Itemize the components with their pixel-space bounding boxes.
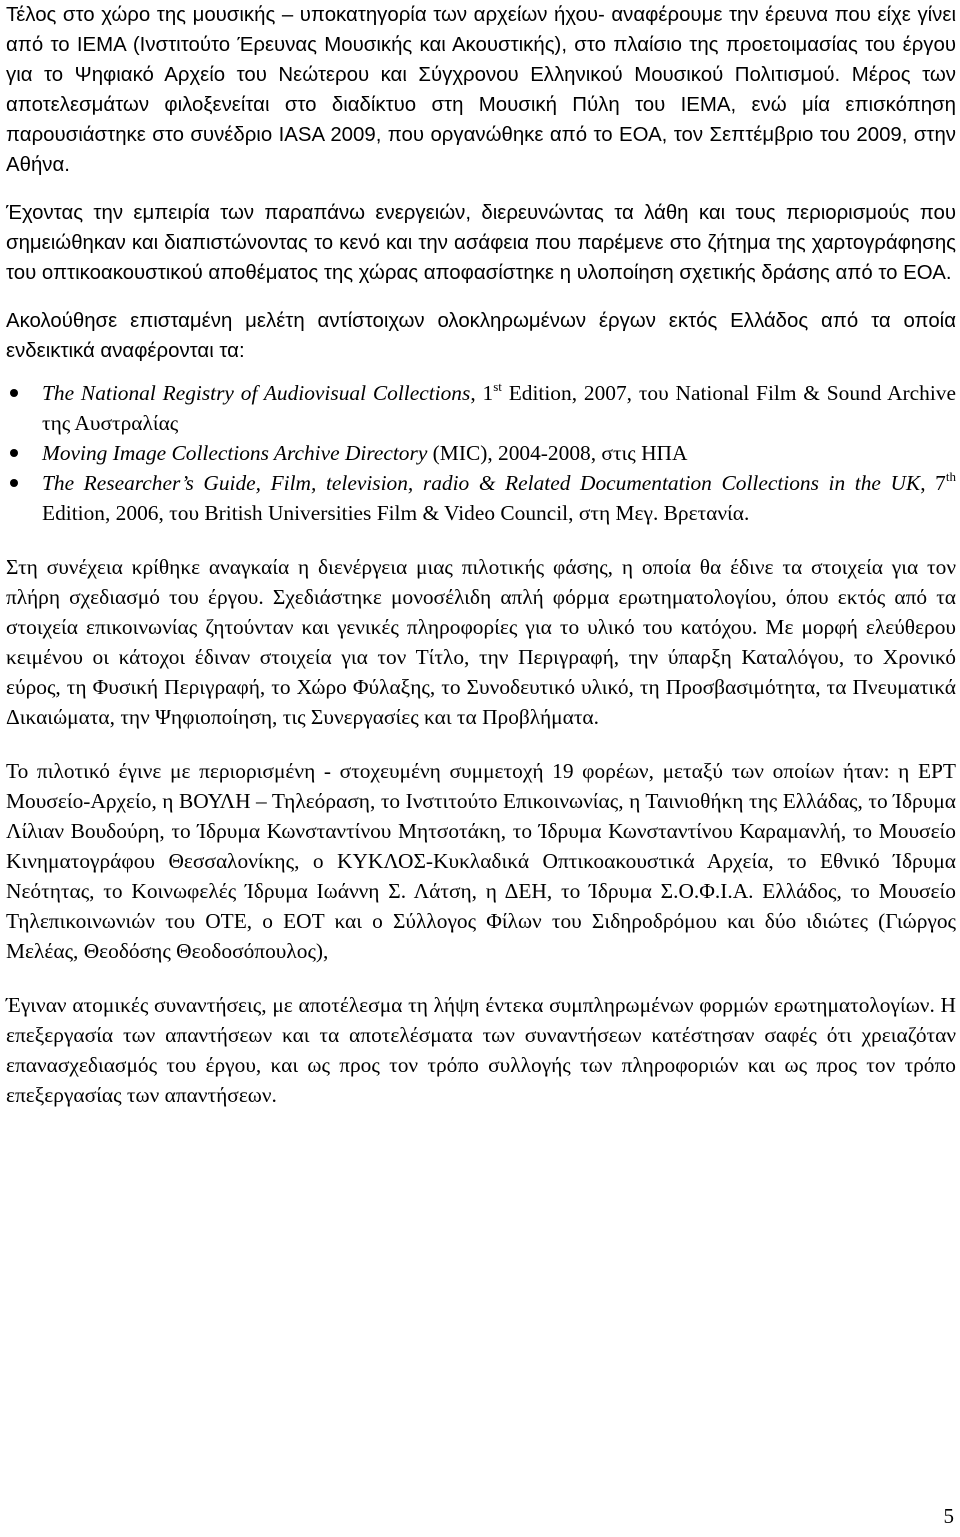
bullet-icon <box>10 479 18 487</box>
reference-item: Moving Image Collections Archive Directory (MIC), 2004-2008, στις ΗΠΑ <box>6 438 956 468</box>
reference-title: The National Registry of Audiovisual Collections <box>42 381 471 405</box>
paragraph-iema-research: Τέλος στο χώρο της μουσικής – υποκατηγορία των αρχείων ήχου- αναφέρουμε την έρευνα που είχε γίνει από το ΙΕΜΑ (Ινστιτούτο Έρευνας Μουσικής και Ακουστικής), στο πλαίσιο της προετοιμασίας του έργου για το Ψηφιακό Αρχείο του Νεώτερου και Σύγχρονου Ελληνικού Μουσικού Πολιτισμού. Μέρος των αποτελεσμάτων φιλοξενείται στο διαδίκτυο στη Μουσική Πύλη του ΙΕΜΑ, ενώ μία επισκόπηση παρουσιάστηκε στο συνέδριο IASA 2009, που οργανώθηκε από το ΕΟΑ, τον Σεπτέμβριο του 2009, στην Αθήνα. <box>6 4 956 176</box>
bullet-icon <box>10 389 18 397</box>
paragraph-pilot-participants: Το πιλοτικό έγινε με περιορισμένη - στοχευμένη συμμετοχή 19 φορέων, μεταξύ των οποίων ήταν: η ΕΡΤ Μουσείο-Αρχείο, η ΒΟΥΛΗ – Τηλεόραση, το Ινστιτούτο Επικοινωνίας, η Ταινιοθήκη της Ελλάδας, το Ίδρυμα Λίλιαν Βουδούρη, το Ίδρυμα Κωνσταντίνου Μητσοτάκη, το Ίδρυμα Κωνσταντίνου Καραμανλή, το Μουσείο Κινηματογράφου Θεσσαλονίκης, ο ΚΥΚΛΟΣ-Κυκλαδικά Οπτικοακουστικά Αρχεία, το Εθνικό Ίδρυμα Νεότητας, το Κοινωφελές Ίδρυμα Ιωάννη Σ. Λάτση, η ΔΕΗ, το Ίδρυμα Σ.Ο.Φ.Ι.Α. Ελλάδος, το Μουσείο Τηλεπικοινωνιών του ΟΤΕ, ο ΕΟΤ και ο Σύλλογος Φίλων του Σιδηροδρόμου και δύο ιδιώτες (Γιώργος Μελέας, Θεοδόσης Θεοδοσόπουλος), <box>6 759 956 963</box>
reference-title: The Researcher’s Guide, Film, television, radio & Related Documentation Collections in the UK <box>42 471 921 495</box>
paragraph-pilot-phase: Στη συνέχεια κρίθηκε αναγκαία η διενέργεια μιας πιλοτικής φάσης, η οποία θα έδινε τα στοιχεία για τον πλήρη σχεδιασμό του έργου. Σχεδιάστηκε μονοσέλιδη απλή φόρμα ερωτηματολογίου, όπου εκτός από τα στοιχεία επικοινωνίας ζητούνταν και γενικές πληροφορίες για το υλικό του κατόχου. Με μορφή ελεύθερου κειμένου οι κάτοχοι έδιναν στοιχεία για τον Τίτλο, την Περιγραφή, την ύπαρξη Καταλόγου, το Χρονικό εύρος, τη Φυσική Περιγραφή, το Χώρο Φύλαξης, το Συνοδευτικό υλικό, τη Προσβασιμότητα, τα Πνευματικά Δικαιώματα, την Ψηφιοποίηση, τις Συνεργασίες και τα Προβλήματα. <box>6 555 956 729</box>
reference-item: The Researcher’s Guide, Film, television, radio & Related Documentation Collections in the UK, 7th Edition, 2006, του British Universities Film & Video Council, στη Μεγ. Βρετανία. <box>6 468 956 528</box>
paragraph-experience: Έχοντας την εμπειρία των παραπάνω ενεργειών, διερευνώντας τα λάθη και τους περιορισμούς που σημειώθηκαν και διαπιστώνοντας το κενό και την ασάφεια που παρέμενε στο ζήτημα της χαρτογράφησης του οπτικοακουστικού αποθέματος της χώρας αποφασίστηκε η υλοποίηση σχετικής δράσης από το ΕΟΑ. <box>6 202 956 284</box>
bullet-icon <box>10 449 18 457</box>
document-page <box>6 0 956 1110</box>
paragraph-meetings: Έγιναν ατομικές συναντήσεις, με αποτέλεσμα τη λήψη έντεκα συμπληρωμένων φορμών ερωτηματολογίων. Η επεξεργασία των απαντήσεων και τα αποτελέσματα των συναντήσεων κατέστησαν σαφές ότι χρειαζόταν επανασχεδιασμός του έργου, και ως προς τον τρόπο συλλογής των πληροφοριών και ως προς τον τρόπο επεξεργασίας των απαντήσεων. <box>6 993 956 1107</box>
paragraph-study-intro: Ακολούθησε επισταμένη μελέτη αντίστοιχων ολοκληρωμένων έργων εκτός Ελλάδος από τα οποία ενδεικτικά αναφέρονται τα: <box>6 310 956 362</box>
page-number: 5 <box>943 1504 954 1528</box>
reference-title: Moving Image Collections Archive Directory <box>42 441 428 465</box>
reference-list <box>6 378 956 528</box>
reference-item: The National Registry of Audiovisual Collections, 1st Edition, 2007, του National Film & Sound Archive της Αυστραλίας <box>6 378 956 438</box>
